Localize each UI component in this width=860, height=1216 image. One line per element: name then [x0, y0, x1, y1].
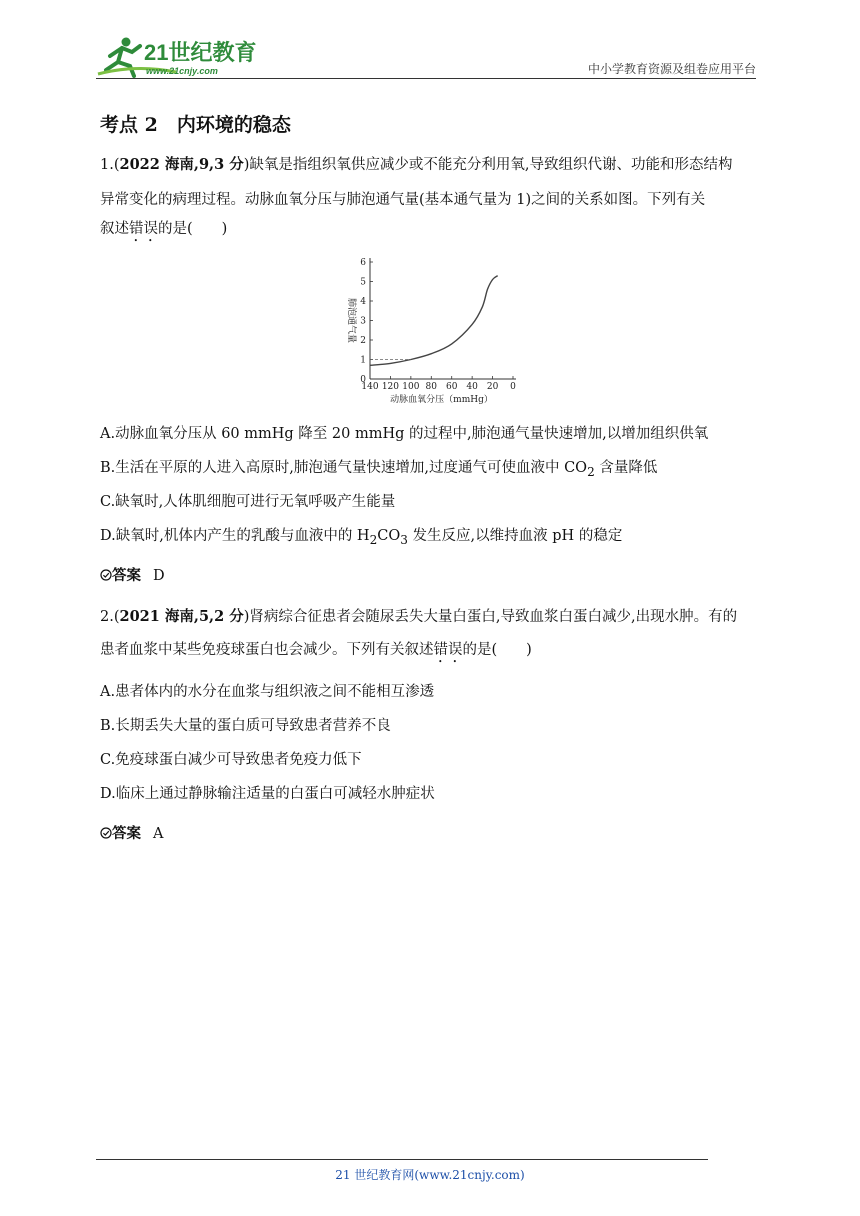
chart-y-tick-label: 1 [360, 355, 366, 366]
q1-option-d: D.缺氧时,机体内产生的乳酸与血液中的 $H_2CO_3$ 发生反应,以维持血液 pH 的稳定 [100, 528, 623, 547]
logo-url: www.21cnjy.com [146, 66, 218, 76]
q2-option-a: A.患者体内的水分在血浆与组织液之间不能相互渗透 [100, 684, 435, 700]
chart-x-tick-label: 140 [361, 382, 379, 392]
q1-option-b: B.生活在平原的人进入高原时,肺泡通气量快速增加,过度通气可使血液中 $CO_2$ 含量降低 [100, 460, 658, 479]
q2-option-d: D.临床上通过静脉输注适量的白蛋白可减轻水肿症状 [100, 786, 435, 802]
chart-y-tick-label: 2 [360, 336, 366, 346]
chart-x-tick-label: 100 [402, 382, 420, 392]
question-2-line-1: 2.(2021 海南,5,2 分)肾病综合征患者会随尿丢失大量白蛋白,导致血浆白蛋白减少,出现水肿。有的 [100, 608, 738, 625]
header-divider [96, 78, 756, 79]
chart-series-line [370, 276, 498, 366]
q2-answer-letter: A [153, 826, 164, 842]
chart-ylabel: 肺泡通气量 [346, 297, 356, 344]
chart-x-tick-label: 40 [466, 382, 478, 392]
q1-option-a: A.动脉血氧分压从 60 mmHg 降至 20 mmHg 的过程中,肺泡通气量快速增加,以增加组织供氧 [100, 426, 709, 442]
q1-answer-letter: D [153, 568, 165, 584]
check-circle-icon [100, 569, 112, 581]
question-2-source: 2021 海南,5,2 分 [119, 608, 244, 625]
question-1-source: 2022 海南,9,3 分 [119, 156, 244, 173]
header-platform-text: 中小学教育资源及组卷应用平台 [587, 62, 756, 76]
chart-x-tick-label: 20 [486, 382, 499, 392]
question-1-line-3: 叙述错误的是( ) [100, 221, 228, 237]
ventilation-chart [335, 252, 535, 416]
chart-y-tick-label: 0 [360, 375, 366, 385]
question-1-line-2: 异常变化的病理过程。动脉血氧分压与肺泡通气量(基本通气量为 1)之间的关系如图。下列有关 [100, 192, 706, 208]
q2-option-b: B.长期丢失大量的蛋白质可导致患者营养不良 [100, 718, 391, 734]
chart-x-tick-label: 0 [510, 382, 516, 392]
chart-xlabel: 动脉血氧分压（mmHg） [390, 395, 493, 405]
q2-answer: 答案 A [100, 822, 163, 843]
check-circle-icon [100, 827, 112, 839]
chart-x-tick-label: 60 [445, 382, 458, 392]
q2-option-c: C.免疫球蛋白减少可导致患者免疫力低下 [100, 752, 362, 768]
question-2 [100, 602, 760, 666]
chart-y-tick-label: 6 [360, 258, 366, 268]
site-logo [96, 34, 266, 80]
question-1 [100, 150, 760, 245]
chart-x-tick-label: 80 [425, 382, 438, 392]
section-title: 考点 2 内环境的稳态 [100, 114, 291, 136]
q1-option-c: C.缺氧时,人体肌细胞可进行无氧呼吸产生能量 [100, 494, 396, 510]
footer-divider [96, 1159, 708, 1160]
footer-text: 21 世纪教育网(www.21cnjy.com) [335, 1168, 525, 1182]
question-1-line-1: 1.(2022 海南,9,3 分)缺氧是指组织氧供应减少或不能充分利用氧,导致组织代谢、功能和形态结构 [100, 156, 733, 173]
chart-svg [335, 252, 535, 416]
question-2-line-2: 患者血浆中某些免疫球蛋白也会减少。下列有关叙述错误的是( ) [100, 642, 532, 658]
chart-y-tick-label: 5 [360, 277, 366, 288]
chart-x-tick-label: 120 [381, 382, 400, 392]
q1-answer: 答案 D [100, 564, 165, 585]
chart-y-tick-label: 4 [360, 297, 366, 307]
chart-y-tick-label: 3 [360, 316, 366, 327]
logo-text: 21世纪教育 [144, 40, 257, 65]
